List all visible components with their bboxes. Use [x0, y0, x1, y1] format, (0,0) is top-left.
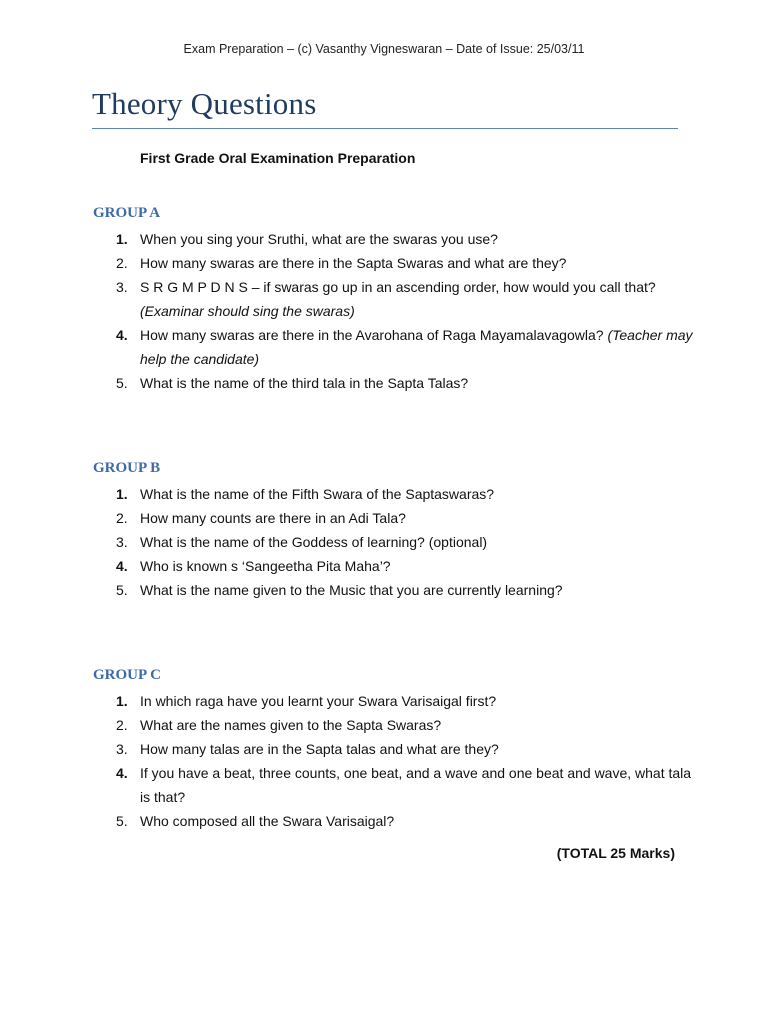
question-text: What are the names given to the Sapta Swaras? [140, 717, 442, 733]
question-item [93, 506, 693, 530]
question-text: Who composed all the Swara Varisaigal? [140, 813, 395, 829]
question-number: 4. [116, 558, 128, 574]
question-text: S R G M P D N S – if swaras go up in an ascending order, how would you call that? [140, 279, 656, 295]
question-number: 1. [116, 693, 128, 709]
question-item [93, 251, 693, 275]
question-item [93, 578, 693, 602]
page-header: Exam Preparation – (c) Vasanthy Vigneswaran – Date of Issue: 25/03/11 [183, 42, 585, 56]
page-subtitle: First Grade Oral Examination Preparation [140, 150, 416, 166]
group-c [93, 665, 693, 833]
question-number: 4. [116, 327, 128, 343]
group-heading: GROUP C [93, 667, 161, 683]
question-number: 2. [116, 510, 128, 526]
question-text: What is the name of the Fifth Swara of the Saptaswaras? [140, 486, 495, 502]
total-marks: (TOTAL 25 Marks) [556, 845, 675, 861]
title-divider [92, 128, 678, 129]
question-number: 3. [116, 279, 128, 295]
question-item [93, 809, 693, 833]
group-heading: GROUP B [93, 460, 161, 476]
question-item [93, 761, 693, 809]
page-title: Theory Questions [92, 86, 317, 121]
question-number: 3. [116, 741, 128, 757]
question-item [93, 713, 693, 737]
question-text: Who is known s ‘Sangeetha Pita Maha’? [140, 558, 391, 574]
question-item [93, 689, 693, 713]
question-number: 2. [116, 255, 128, 271]
question-item [93, 554, 693, 578]
question-item [93, 275, 693, 323]
question-note: (Teacher may help the candidate) [140, 327, 693, 367]
question-item [93, 482, 693, 506]
group-heading: GROUP A [93, 205, 161, 221]
question-number: 2. [116, 717, 128, 733]
question-text: What is the name given to the Music that you are currently learning? [140, 582, 563, 598]
question-list [93, 482, 693, 602]
question-text: How many swaras are there in the Sapta Swaras and what are they? [140, 255, 567, 271]
question-item [93, 530, 693, 554]
question-item [93, 323, 693, 371]
question-number: 5. [116, 813, 128, 829]
question-text: How many swaras are there in the Avarohana of Raga Mayamalavagowla? [140, 327, 604, 343]
question-text: What is the name of the third tala in the Sapta Talas? [140, 375, 469, 391]
question-note: (Examinar should sing the swaras) [140, 303, 355, 319]
question-number: 1. [116, 231, 128, 247]
question-item [93, 227, 693, 251]
group-a [93, 203, 693, 395]
question-list [93, 689, 693, 833]
question-item [93, 737, 693, 761]
question-number: 5. [116, 582, 128, 598]
question-text: If you have a beat, three counts, one beat, and a wave and one beat and wave, what tala is that? [140, 765, 692, 805]
question-number: 1. [116, 486, 128, 502]
question-number: 4. [116, 765, 128, 781]
question-number: 3. [116, 534, 128, 550]
group-b [93, 458, 693, 602]
question-item [93, 371, 693, 395]
question-number: 5. [116, 375, 128, 391]
question-text: What is the name of the Goddess of learning? (optional) [140, 534, 488, 550]
question-text: How many counts are there in an Adi Tala? [140, 510, 406, 526]
question-text: How many talas are in the Sapta talas and what are they? [140, 741, 499, 757]
question-text: When you sing your Sruthi, what are the swaras you use? [140, 231, 498, 247]
question-text: In which raga have you learnt your Swara Varisaigal first? [140, 693, 497, 709]
question-list [93, 227, 693, 395]
